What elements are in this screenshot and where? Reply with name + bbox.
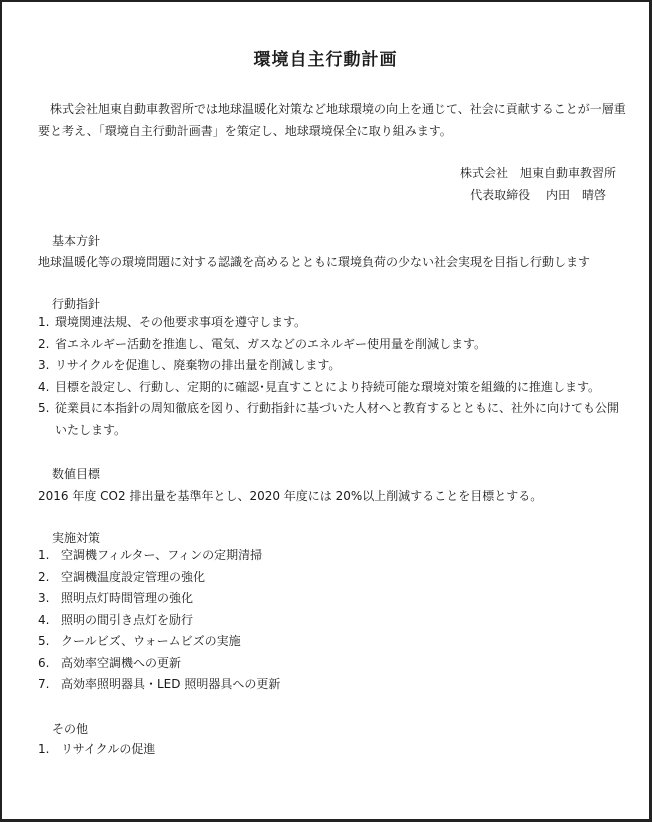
item-text: 省エネルギー活動を推進し、電気、ガスなどのエネルギー使用量を削減します。 bbox=[55, 336, 487, 351]
item-number: 3. bbox=[38, 358, 50, 372]
item-text: 環境関連法規、その他要求事項を遵守します。 bbox=[55, 315, 307, 329]
item-number: 5. bbox=[38, 401, 50, 415]
list-item bbox=[38, 610, 598, 632]
page-title: 環境自主行動計画 bbox=[253, 50, 398, 70]
signature-block bbox=[460, 162, 616, 206]
list-item bbox=[38, 545, 598, 567]
item-number: 6. bbox=[38, 655, 50, 670]
intro-paragraph: 株式会社旭東自動車教習所では地球温暖化対策など地球環境の向上を通じて、社会に貢献することが一層重要と考え、「環境自主行動計画書」を策定し、地球環境保全に取り組みます。 bbox=[38, 102, 626, 138]
item-number: 2. bbox=[38, 569, 50, 584]
guidelines-heading: 行動指針 bbox=[52, 297, 101, 311]
item-number: 3. bbox=[38, 591, 50, 605]
guidelines-list bbox=[38, 312, 628, 441]
list-item bbox=[38, 653, 598, 675]
item-text: リサイクルを促進し、廃棄物の排出量を削減します。 bbox=[55, 358, 341, 372]
item-text: 高効率空調機への更新 bbox=[61, 655, 182, 670]
item-text: 照明の間引き点灯を励行 bbox=[61, 612, 194, 627]
item-text: 空調機温度設定管理の強化 bbox=[61, 569, 206, 584]
item-text: 高効率照明器具・LED 照明器具への更新 bbox=[61, 677, 281, 691]
item-text: 目標を設定し、行動し、定期的に確認･見直すことにより持続可能な環境対策を組織的に推進します。 bbox=[55, 379, 601, 394]
measures-heading: 実施対策 bbox=[52, 531, 101, 545]
list-item bbox=[38, 739, 598, 761]
measures-list bbox=[38, 545, 598, 696]
basic-policy-text: 地球温暖化等の環境問題に対する認識を高めるとともに環境負荷の少ない社会実現を目指し行動します bbox=[38, 255, 591, 269]
item-number: 5. bbox=[38, 634, 50, 648]
item-text: 従業員に本指針の周知徹底を図り、行動指針に基づいた人材へと教育するとともに、社外に向けても公開いたします。 bbox=[55, 401, 620, 437]
numeric-target-text: 2016 年度 CO2 排出量を基準年とし、2020 年度には 20%以上削減することを目標とする。 bbox=[38, 489, 543, 503]
list-item bbox=[38, 674, 598, 696]
other-list bbox=[38, 739, 598, 761]
item-number: 4. bbox=[38, 379, 50, 394]
item-number: 1. bbox=[38, 548, 50, 562]
item-text: リサイクルの促進 bbox=[61, 742, 156, 756]
item-number: 4. bbox=[38, 612, 50, 627]
item-text: クールビズ、ウォームビズの実施 bbox=[61, 634, 241, 648]
item-number: 7. bbox=[38, 677, 50, 691]
item-number: 1. bbox=[38, 742, 50, 756]
list-item bbox=[38, 312, 628, 334]
basic-policy-heading: 基本方針 bbox=[52, 234, 101, 248]
item-number: 1. bbox=[38, 315, 50, 329]
item-number: 2. bbox=[38, 336, 50, 351]
list-item bbox=[38, 377, 628, 399]
list-item bbox=[38, 355, 628, 377]
signature-company: 株式会社 旭東自動車教習所 bbox=[459, 166, 616, 180]
list-item bbox=[38, 631, 598, 653]
signature-representative: 代表取締役 内田 晴啓 bbox=[470, 188, 606, 202]
list-item bbox=[38, 334, 628, 356]
other-heading: その他 bbox=[52, 722, 89, 736]
list-item bbox=[38, 588, 598, 610]
item-text: 空調機フィルター、フィンの定期清掃 bbox=[61, 548, 263, 562]
numeric-target-heading: 数値目標 bbox=[52, 467, 101, 481]
list-item bbox=[38, 398, 628, 441]
list-item bbox=[38, 567, 598, 589]
item-text: 照明点灯時間管理の強化 bbox=[61, 591, 194, 605]
